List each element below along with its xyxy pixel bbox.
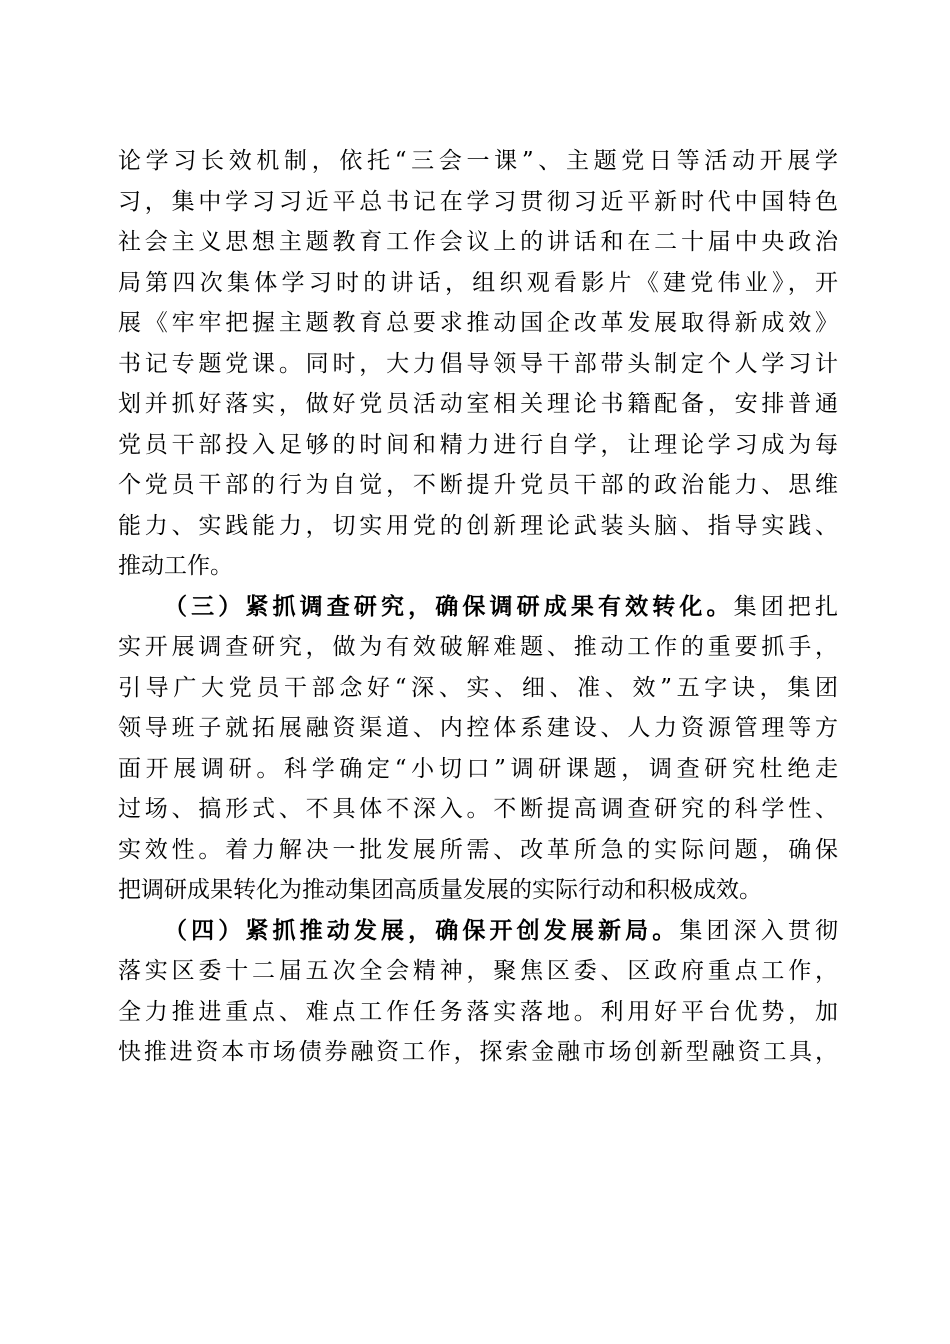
paragraph-2-line-3: 引导广大党员干部念好“深、实、细、准、效”五字诀，集团 [118,674,838,701]
paragraph-2-line-2: 实开展调查研究，做为有效破解难题、推动工作的重要抓手， [118,634,838,660]
paragraph-3-first-line [118,911,838,952]
paragraph-2-line-5: 面开展调研。科学确定“小切口”调研课题，调查研究杜绝走 [118,755,838,782]
paragraph-1-line-7: 划并抓好落实，做好党员活动室相关理论书籍配备，安排普通 [118,391,838,417]
paragraph-3-line-2: 落实区委十二届五次全会精神，聚焦区委、区政府重点工作， [118,958,838,984]
paragraph-1-line-3: 社会主义思想主题教育工作会议上的讲话和在二十届中央政治 [118,229,838,255]
paragraph-3-line-4: 快推进资本市场债券融资工作，探索金融市场创新型融资工具， [118,1039,838,1065]
paragraph-2-line-7: 实效性。着力解决一批发展所需、改革所急的实际问题，确保 [118,836,838,863]
paragraph-1-line-6: 书记专题党课。同时，大力倡导领导干部带头制定个人学习计 [118,350,838,377]
paragraph-1-line-11: 推动工作。 [118,553,233,579]
section-heading-4: （四）紧抓推动发展，确保开创发展新局。 [164,916,680,944]
paragraph-1-line-2: 习，集中学习习近平总书记在学习贯彻习近平新时代中国特色 [118,188,838,215]
paragraph-1-line-9: 个党员干部的行为自觉，不断提升党员干部的政治能力、思维 [118,472,838,498]
paragraph-3-first-line-text: 集团深入贯彻 [679,917,838,944]
paragraph-2-line-4: 领导班子就拓展融资渠道、内控体系建设、人力资源管理等方 [118,715,838,741]
paragraph-1-line-10: 能力、实践能力，切实用党的创新理论武装头脑、指导实践、 [118,512,838,539]
paragraph-2-line-6: 过场、搞形式、不具体不深入。不断提高调查研究的科学性、 [118,796,838,822]
paragraph-2-first-line [118,587,838,628]
paragraph-2-first-line-text: 集团把扎 [733,593,838,620]
paragraph-2-line-8: 把调研成果转化为推动集团高质量发展的实际行动和积极成效。 [118,877,762,903]
paragraph-1-line-5: 展《牢牢把握主题教育总要求推动国企改革发展取得新成效》 [118,310,838,336]
document-body [118,141,838,1073]
section-heading-3: （三）紧抓调查研究，确保调研成果有效转化。 [164,592,734,620]
paragraph-1-line-4: 局第四次集体学习时的讲话，组织观看影片《建党伟业》，开 [118,269,838,296]
paragraph-1-line-8: 党员干部投入足够的时间和精力进行自学，让理论学习成为每 [118,431,838,458]
paragraph-3-line-3: 全力推进重点、难点工作任务落实落地。利用好平台优势，加 [118,998,838,1025]
paragraph-1-line-1: 论学习长效机制，依托“三会一课”、主题党日等活动开展学 [118,148,838,174]
